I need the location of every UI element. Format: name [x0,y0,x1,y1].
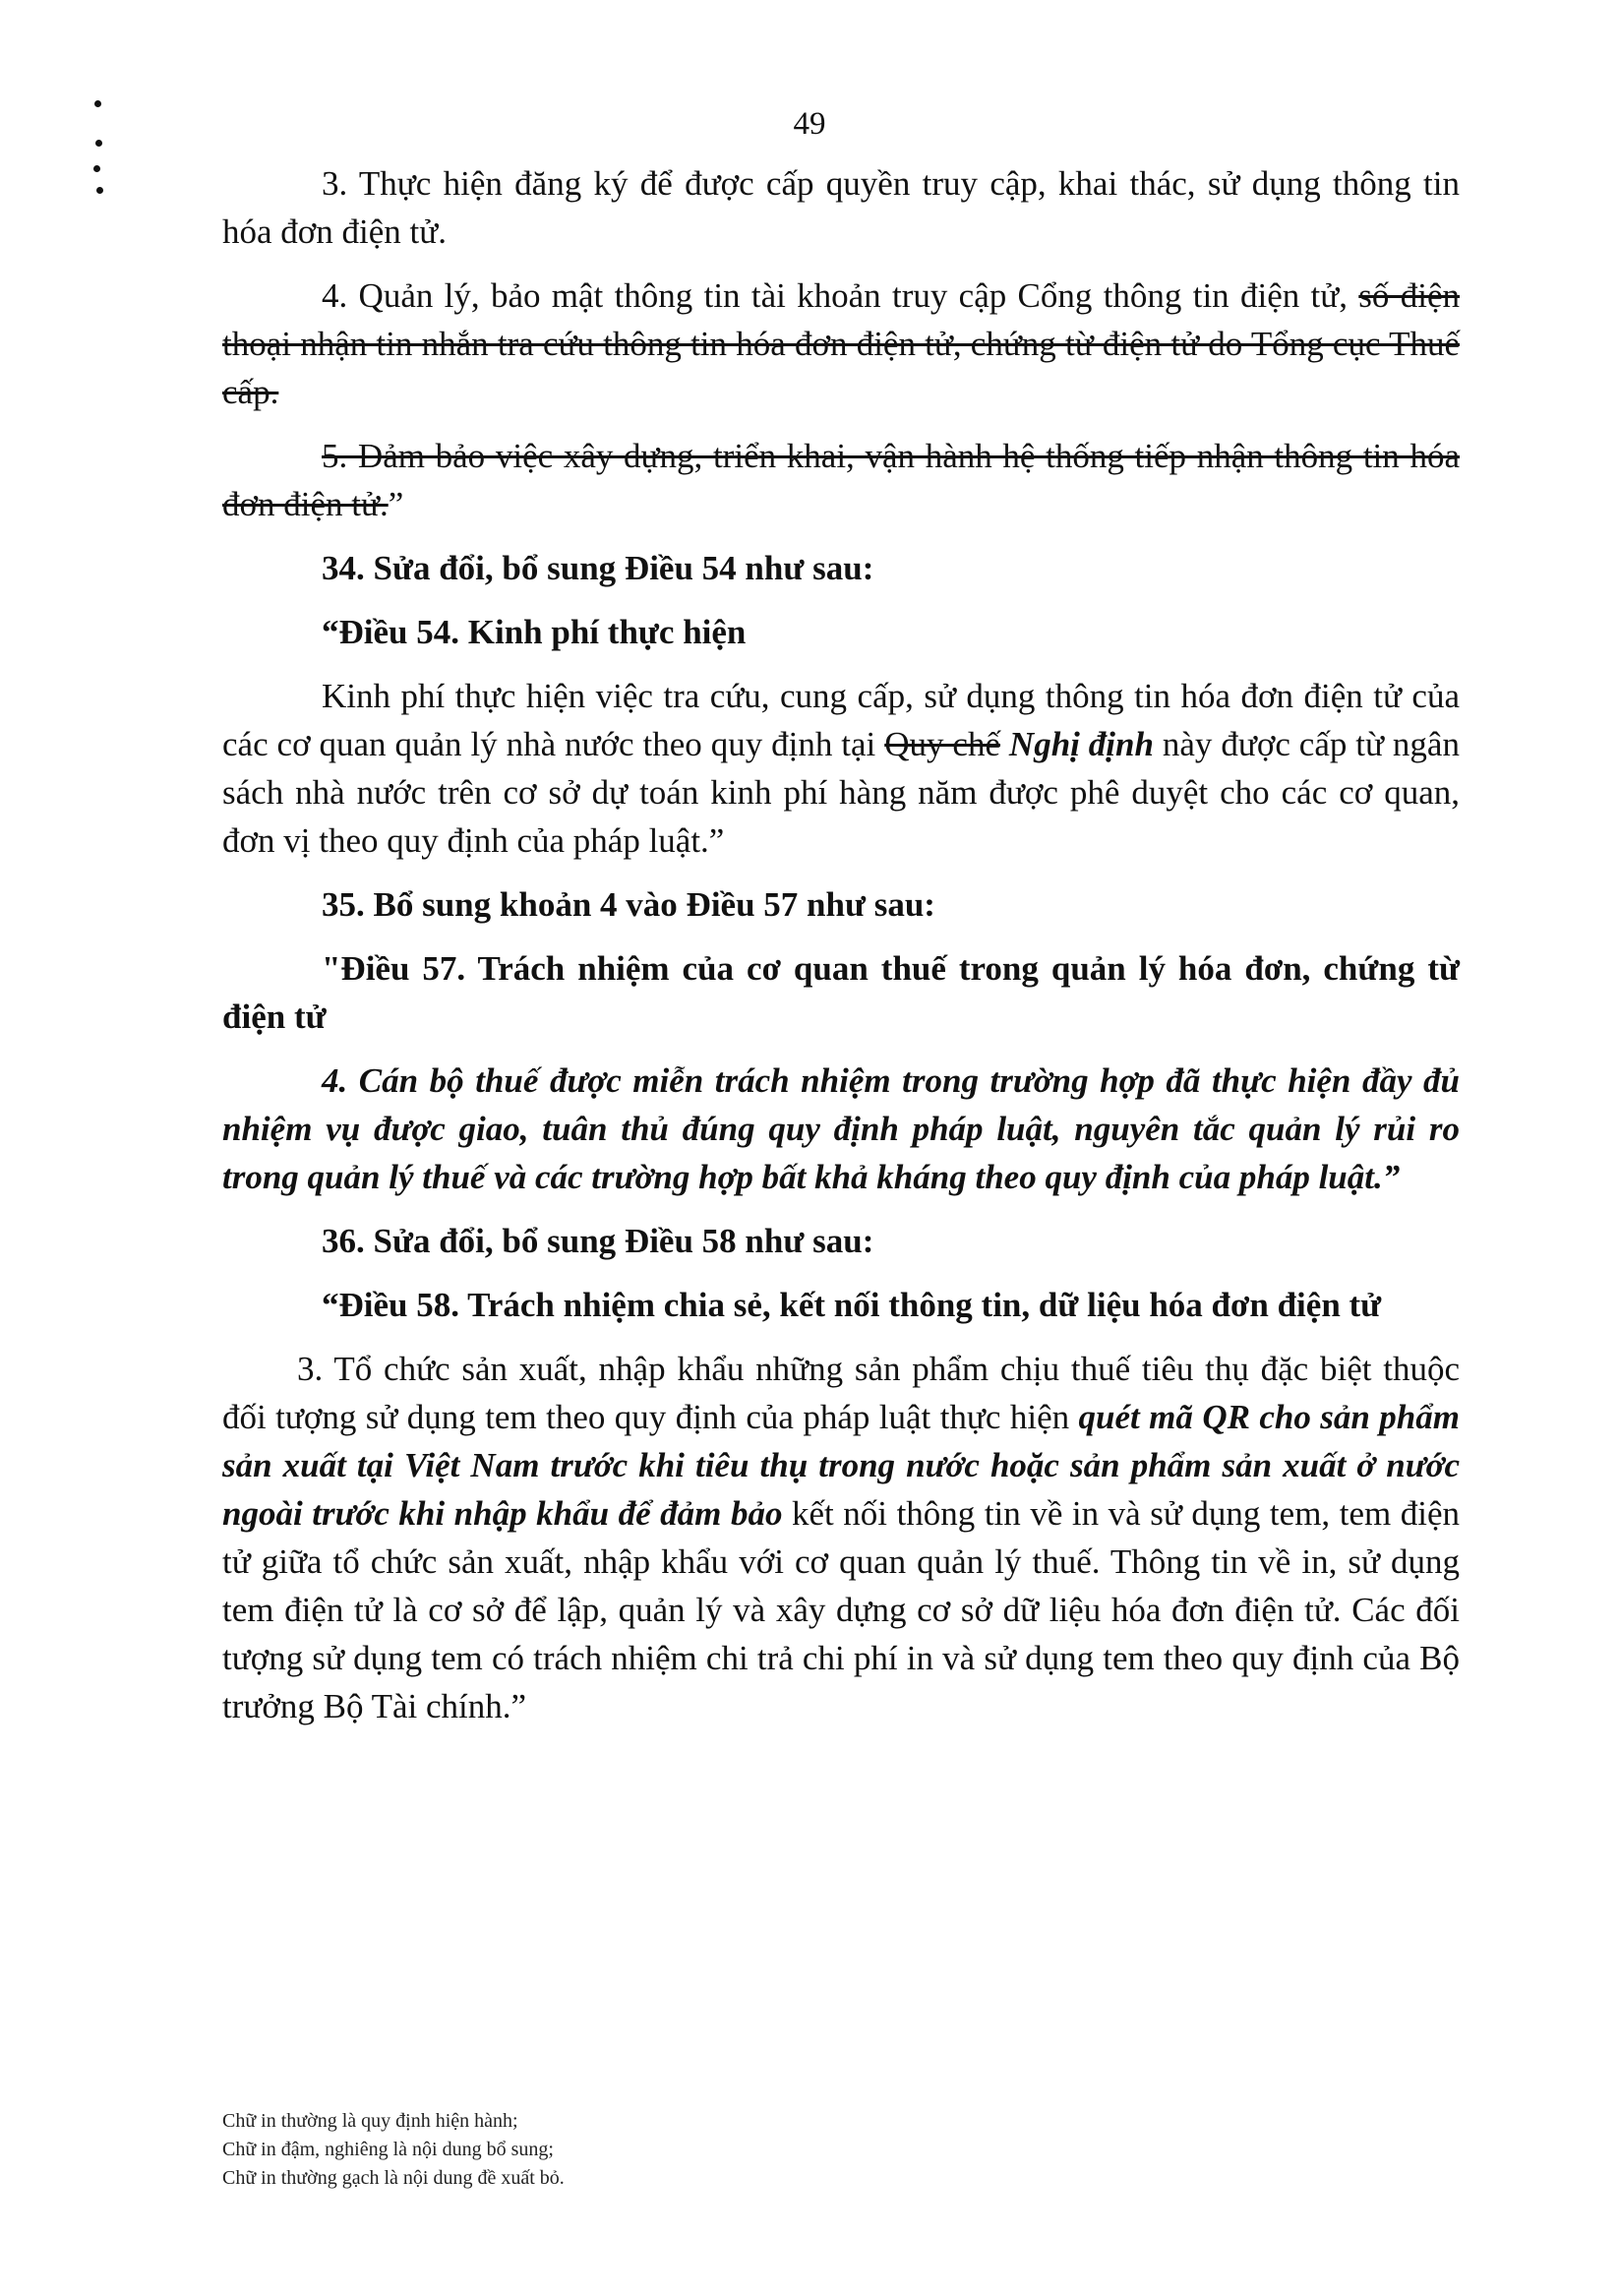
added-text: Nghị định [999,725,1154,763]
paragraph-item-5: 5. Đảm bảo việc xây dựng, triển khai, vận hành hệ thống tiếp nhận thông tin hóa đơn điện tử.” [222,437,1460,523]
struck-text: 5. Đảm bảo việc xây dựng, triển khai, vận hành hệ thống tiếp nhận thông tin hóa đơn điện tử. [222,437,1460,523]
margin-dot-3 [93,165,100,172]
article-title-54: “Điều 54. Kinh phí thực hiện [322,613,747,651]
footnote-legend [222,2107,1108,2193]
article-54-body: Kinh phí thực hiện việc tra cứu, cung cấp, sử dụng thông tin hóa đơn điện tử của các cơ quan quản lý nhà nước theo quy định tại Quy chế Nghị định này được cấp từ ngân sách nhà nước trên cơ sở dự toán kinh phí hàng năm được phê duyệt cho các cơ quan, đơn vị theo quy định của pháp luật.” [222,677,1460,860]
footnote-line: Chữ in thường gạch là nội dung đề xuất bỏ. [222,2167,565,2189]
page-number: 49 [793,106,826,142]
amendment-heading-34: 34. Sửa đổi, bổ sung Điều 54 như sau: [322,549,874,587]
document-body [222,159,1460,1746]
article-57-clause-4: 4. Cán bộ thuế được miễn trách nhiệm trong trường hợp đã thực hiện đầy đủ nhiệm vụ được giao, tuân thủ đúng quy định pháp luật, nguyên tắc quản lý rủi ro trong quản lý thuế và các trường hợp bất khả kháng theo quy định của pháp luật.” [222,1061,1460,1196]
article-58-clause-3: 3. Tổ chức sản xuất, nhập khẩu những sản phẩm chịu thuế tiêu thụ đặc biệt thuộc đối tượng sử dụng tem theo quy định của pháp luật thực hiện quét mã QR cho sản phẩm sản xuất tại Việt Nam trước khi tiêu thụ trong nước hoặc sản phẩm sản xuất ở nước ngoài trước khi nhập khẩu để đảm bảo kết nối thông tin về in và sử dụng tem, tem điện tử giữa tổ chức sản xuất, nhập khẩu với cơ quan quản lý thuế. Thông tin về in, sử dụng tem điện tử là cơ sở để lập, quản lý và xây dựng cơ sở dữ liệu hóa đơn điện tử. Các đối tượng sử dụng tem có trách nhiệm chi trả chi phí in và sử dụng tem theo quy định của Bộ trưởng Bộ Tài chính.” [222,1350,1460,1725]
struck-text: số điện thoại nhận tin nhắn tra cứu thông tin hóa đơn điện tử, chứng từ điện tử do Tổng cục Thuế cấp. [222,276,1460,411]
added-text: quét mã QR cho sản phẩm sản xuất tại Việt Nam trước khi tiêu thụ trong nước hoặc sản phẩm sản xuất ở nước ngoài trước khi nhập khẩu để đảm bảo [222,1398,1460,1533]
paragraph-item-3: 3. Thực hiện đăng ký để được cấp quyền truy cập, khai thác, sử dụng thông tin hóa đơn điện tử. [222,164,1460,251]
footnote-line: Chữ in đậm, nghiêng là nội dung bổ sung; [222,2139,554,2160]
article-title-58: “Điều 58. Trách nhiệm chia sẻ, kết nối thông tin, dữ liệu hóa đơn điện tử [322,1286,1382,1324]
paragraph-item-4: 4. Quản lý, bảo mật thông tin tài khoản truy cập Cổng thông tin điện tử, số điện thoại nhận tin nhắn tra cứu thông tin hóa đơn điện tử, chứng từ điện tử do Tổng cục Thuế cấp. [222,276,1460,411]
amendment-heading-35: 35. Bổ sung khoản 4 vào Điều 57 như sau: [322,885,935,924]
article-title-57: "Điều 57. Trách nhiệm của cơ quan thuế trong quản lý hóa đơn, chứng từ điện tử [222,949,1460,1036]
margin-dot-4 [96,187,103,194]
footnote-line: Chữ in thường là quy định hiện hành; [222,2110,518,2132]
struck-text: Quy chế [884,725,1000,763]
amendment-heading-36: 36. Sửa đổi, bổ sung Điều 58 như sau: [322,1222,874,1260]
